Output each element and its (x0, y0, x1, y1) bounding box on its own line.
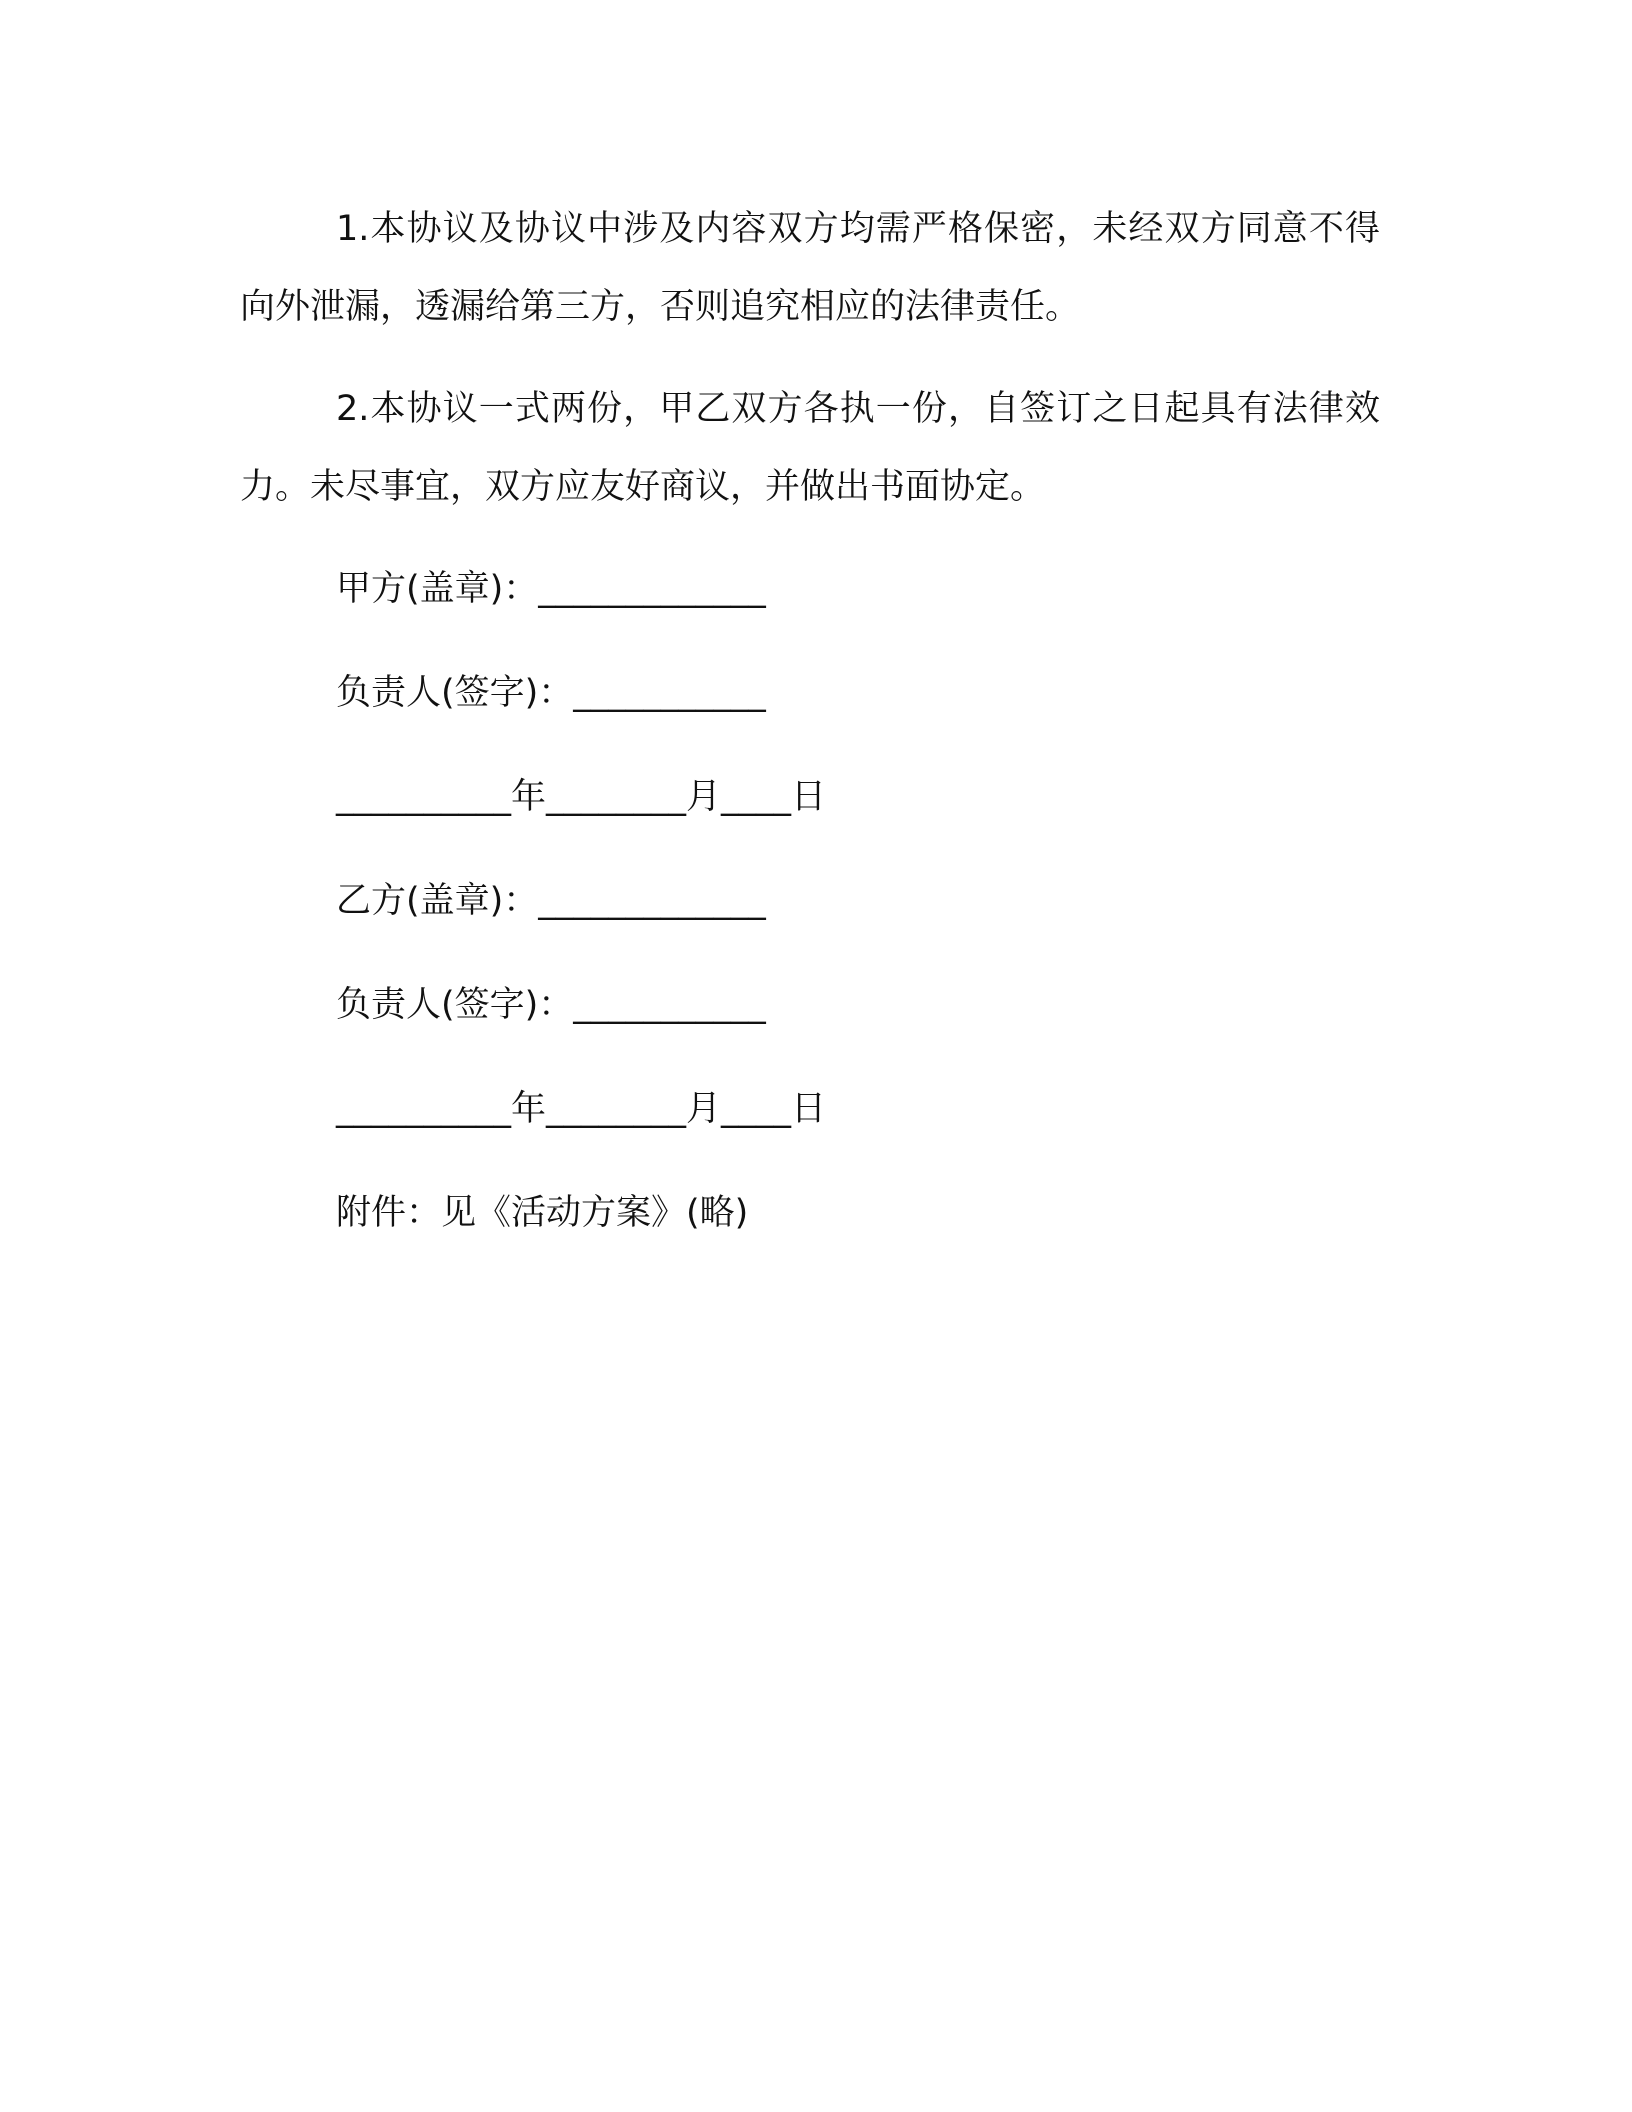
document-page (240, 190, 1380, 1278)
party-a-date-line: __________年________月____日 (336, 777, 827, 817)
signature-block (240, 550, 1380, 1252)
party-b-date-line: __________年________月____日 (336, 1089, 827, 1129)
party-b-signer-line: 负责人(签字)：___________ (336, 985, 766, 1025)
clause-confidentiality: 1.本协议及协议中涉及内容双方均需严格保密，未经双方同意不得向外泄漏，透漏给第三方，否则追究相应的法律责任。 (240, 209, 1380, 327)
clause-copies-validity: 2.本协议一式两份，甲乙双方各执一份，自签订之日起具有法律效力。未尽事宜，双方应友好商议，并做出书面协定。 (240, 389, 1380, 507)
attachment-note: 附件：见《活动方案》(略) (336, 1193, 749, 1233)
party-a-signer-line: 负责人(签字)：___________ (336, 673, 766, 713)
party-b-seal-line: 乙方(盖章)：_____________ (336, 881, 766, 921)
party-a-seal-line: 甲方(盖章)：_____________ (336, 569, 766, 609)
